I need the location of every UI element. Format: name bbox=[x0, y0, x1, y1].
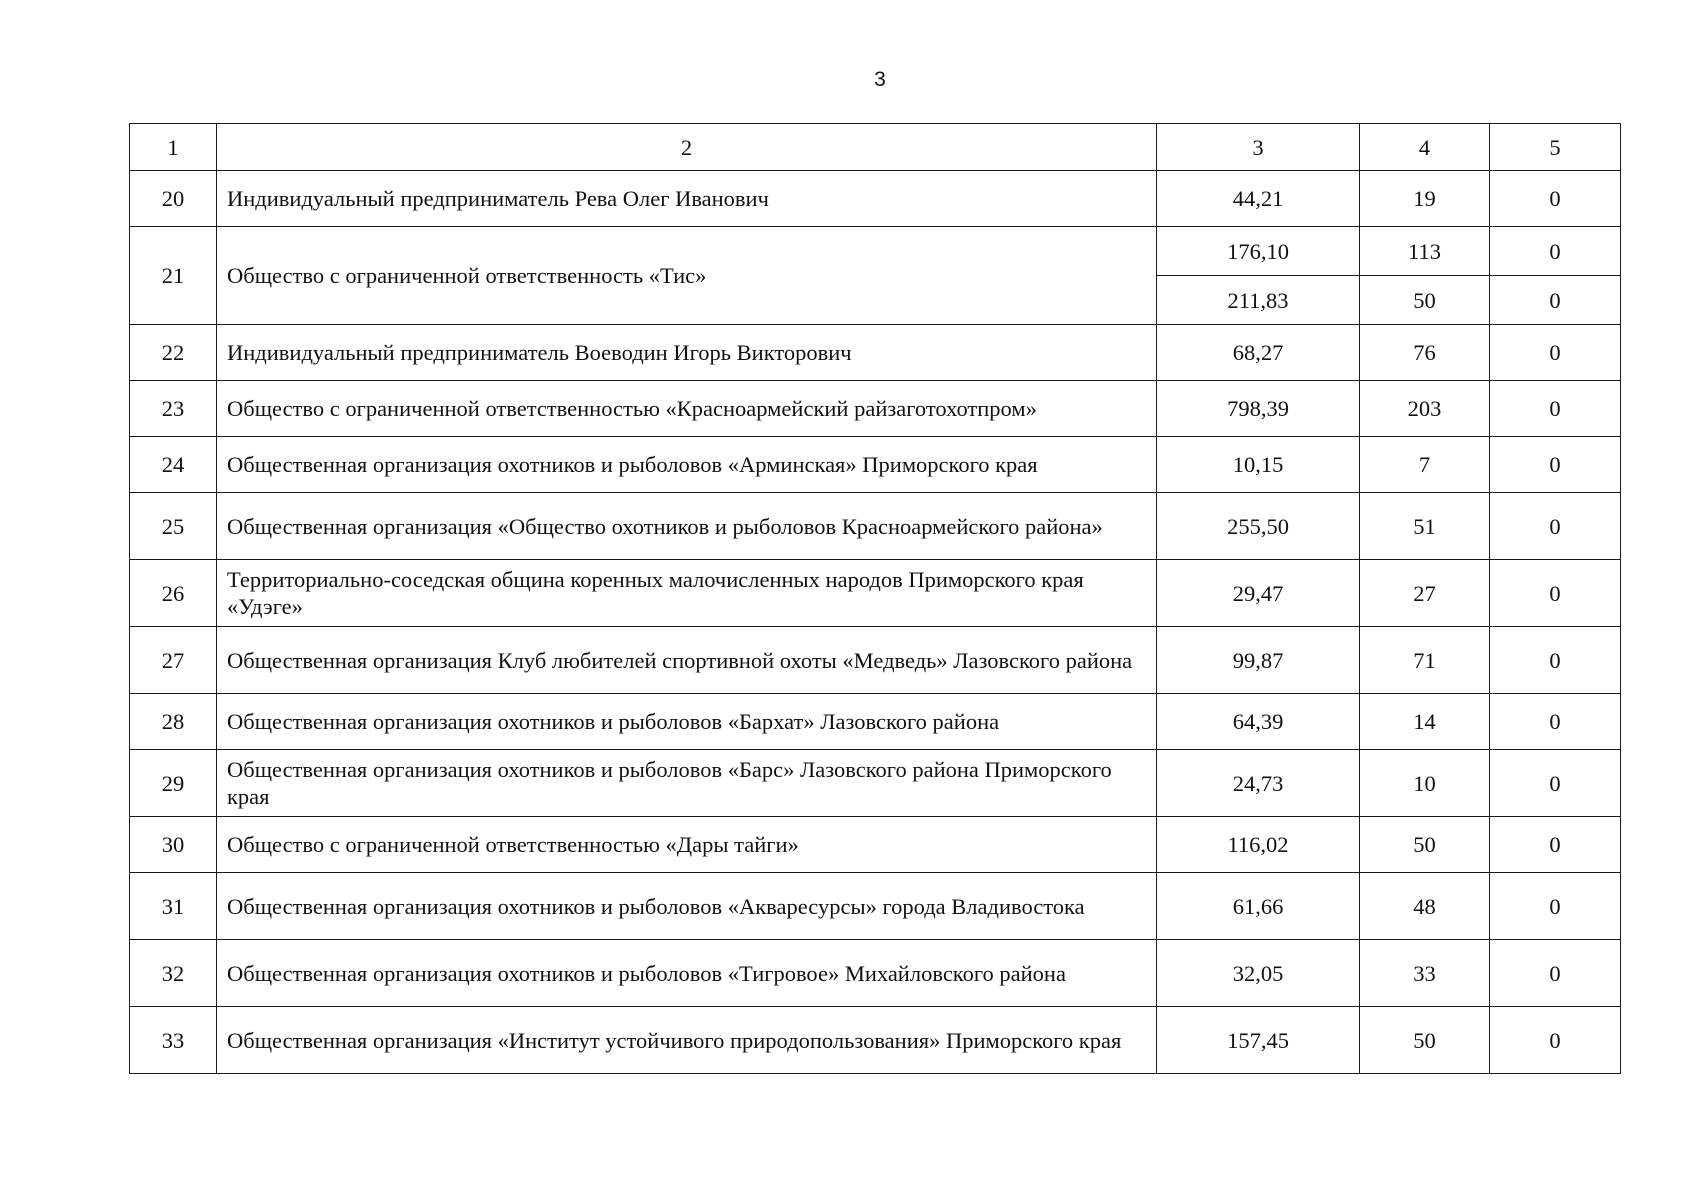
count-value: 27 bbox=[1360, 560, 1490, 627]
zero-value: 0 bbox=[1490, 940, 1621, 1007]
organization-name: Общество с ограниченной ответственностью «Дары тайги» bbox=[217, 817, 1157, 873]
area-value: 157,45 bbox=[1157, 1007, 1360, 1074]
area-value: 24,73 bbox=[1157, 750, 1360, 817]
organization-name: Индивидуальный предприниматель Воеводин Игорь Викторович bbox=[217, 325, 1157, 381]
area-value: 255,50 bbox=[1157, 493, 1360, 560]
row-number: 28 bbox=[130, 694, 217, 750]
area-value: 44,21 bbox=[1157, 171, 1360, 227]
area-value: 61,66 bbox=[1157, 873, 1360, 940]
page-number: 3 bbox=[874, 68, 886, 91]
zero-value: 0 bbox=[1490, 325, 1621, 381]
zero-value: 0 bbox=[1490, 171, 1621, 227]
zero-value: 0 bbox=[1490, 750, 1621, 817]
table-row bbox=[130, 560, 1621, 627]
table-row bbox=[130, 437, 1621, 493]
header-cell: 4 bbox=[1360, 124, 1490, 171]
zero-value: 0 bbox=[1490, 817, 1621, 873]
organization-name: Общественная организация охотников и рыболовов «Бархат» Лазовского района bbox=[217, 694, 1157, 750]
table-row bbox=[130, 940, 1621, 1007]
row-number: 29 bbox=[130, 750, 217, 817]
header-cell: 2 bbox=[217, 124, 1157, 171]
table-row bbox=[130, 694, 1621, 750]
count-value: 50 bbox=[1360, 1007, 1490, 1074]
table-row bbox=[130, 493, 1621, 560]
area-value: 29,47 bbox=[1157, 560, 1360, 627]
organization-name: Территориально-соседская община коренных малочисленных народов Приморского края «Удэге» bbox=[217, 560, 1157, 627]
area-value: 10,15 bbox=[1157, 437, 1360, 493]
row-number: 22 bbox=[130, 325, 217, 381]
organization-name: Общество с ограниченной ответственность «Тис» bbox=[217, 227, 1157, 325]
table-row bbox=[130, 171, 1621, 227]
count-value: 48 bbox=[1360, 873, 1490, 940]
zero-value: 0 bbox=[1490, 873, 1621, 940]
table-row bbox=[130, 1007, 1621, 1074]
count-value: 33 bbox=[1360, 940, 1490, 1007]
organization-name: Общественная организация охотников и рыболовов «Барс» Лазовского района Приморского края bbox=[217, 750, 1157, 817]
organization-name: Общественная организация «Общество охотников и рыболовов Красноармейского района» bbox=[217, 493, 1157, 560]
zero-value: 0 bbox=[1490, 560, 1621, 627]
table-row bbox=[130, 325, 1621, 381]
table-row bbox=[130, 750, 1621, 817]
area-value: 99,87 bbox=[1157, 627, 1360, 694]
zero-value: 0 bbox=[1490, 627, 1621, 694]
table-row bbox=[130, 627, 1621, 694]
organization-name: Общественная организация Клуб любителей спортивной охоты «Медведь» Лазовского района bbox=[217, 627, 1157, 694]
organization-name: Общественная организация охотников и рыболовов «Арминская» Приморского края bbox=[217, 437, 1157, 493]
count-value: 14 bbox=[1360, 694, 1490, 750]
zero-value: 0 bbox=[1490, 493, 1621, 560]
organization-name: Общество с ограниченной ответственностью «Красноармейский райзаготохотпром» bbox=[217, 381, 1157, 437]
table-row bbox=[130, 873, 1621, 940]
count-value: 19 bbox=[1360, 171, 1490, 227]
count-value: 50 bbox=[1360, 276, 1490, 325]
header-cell: 1 bbox=[130, 124, 217, 171]
table-row bbox=[130, 817, 1621, 873]
zero-value: 0 bbox=[1490, 1007, 1621, 1074]
count-value: 71 bbox=[1360, 627, 1490, 694]
table-row bbox=[130, 381, 1621, 437]
organization-name: Общественная организация охотников и рыболовов «Акваресурсы» города Владивостока bbox=[217, 873, 1157, 940]
row-number: 30 bbox=[130, 817, 217, 873]
row-number: 23 bbox=[130, 381, 217, 437]
zero-value: 0 bbox=[1490, 227, 1621, 276]
count-value: 7 bbox=[1360, 437, 1490, 493]
organization-name: Индивидуальный предприниматель Рева Олег Иванович bbox=[217, 171, 1157, 227]
area-value: 798,39 bbox=[1157, 381, 1360, 437]
count-value: 10 bbox=[1360, 750, 1490, 817]
area-value: 211,83 bbox=[1157, 276, 1360, 325]
count-value: 76 bbox=[1360, 325, 1490, 381]
count-value: 50 bbox=[1360, 817, 1490, 873]
zero-value: 0 bbox=[1490, 276, 1621, 325]
zero-value: 0 bbox=[1490, 437, 1621, 493]
zero-value: 0 bbox=[1490, 694, 1621, 750]
count-value: 113 bbox=[1360, 227, 1490, 276]
zero-value: 0 bbox=[1490, 381, 1621, 437]
count-value: 51 bbox=[1360, 493, 1490, 560]
header-cell: 5 bbox=[1490, 124, 1621, 171]
table-row bbox=[130, 227, 1621, 276]
organization-name: Общественная организация «Институт устойчивого природопользования» Приморского края bbox=[217, 1007, 1157, 1074]
organization-name: Общественная организация охотников и рыболовов «Тигровое» Михайловского района bbox=[217, 940, 1157, 1007]
row-number: 26 bbox=[130, 560, 217, 627]
row-number: 21 bbox=[130, 227, 217, 325]
area-value: 64,39 bbox=[1157, 694, 1360, 750]
area-value: 176,10 bbox=[1157, 227, 1360, 276]
row-number: 25 bbox=[130, 493, 217, 560]
area-value: 116,02 bbox=[1157, 817, 1360, 873]
row-number: 24 bbox=[130, 437, 217, 493]
header-cell: 3 bbox=[1157, 124, 1360, 171]
area-value: 68,27 bbox=[1157, 325, 1360, 381]
registry-table bbox=[129, 123, 1621, 1074]
row-number: 31 bbox=[130, 873, 217, 940]
row-number: 32 bbox=[130, 940, 217, 1007]
table-header-row bbox=[130, 124, 1621, 171]
row-number: 27 bbox=[130, 627, 217, 694]
row-number: 33 bbox=[130, 1007, 217, 1074]
row-number: 20 bbox=[130, 171, 217, 227]
count-value: 203 bbox=[1360, 381, 1490, 437]
area-value: 32,05 bbox=[1157, 940, 1360, 1007]
